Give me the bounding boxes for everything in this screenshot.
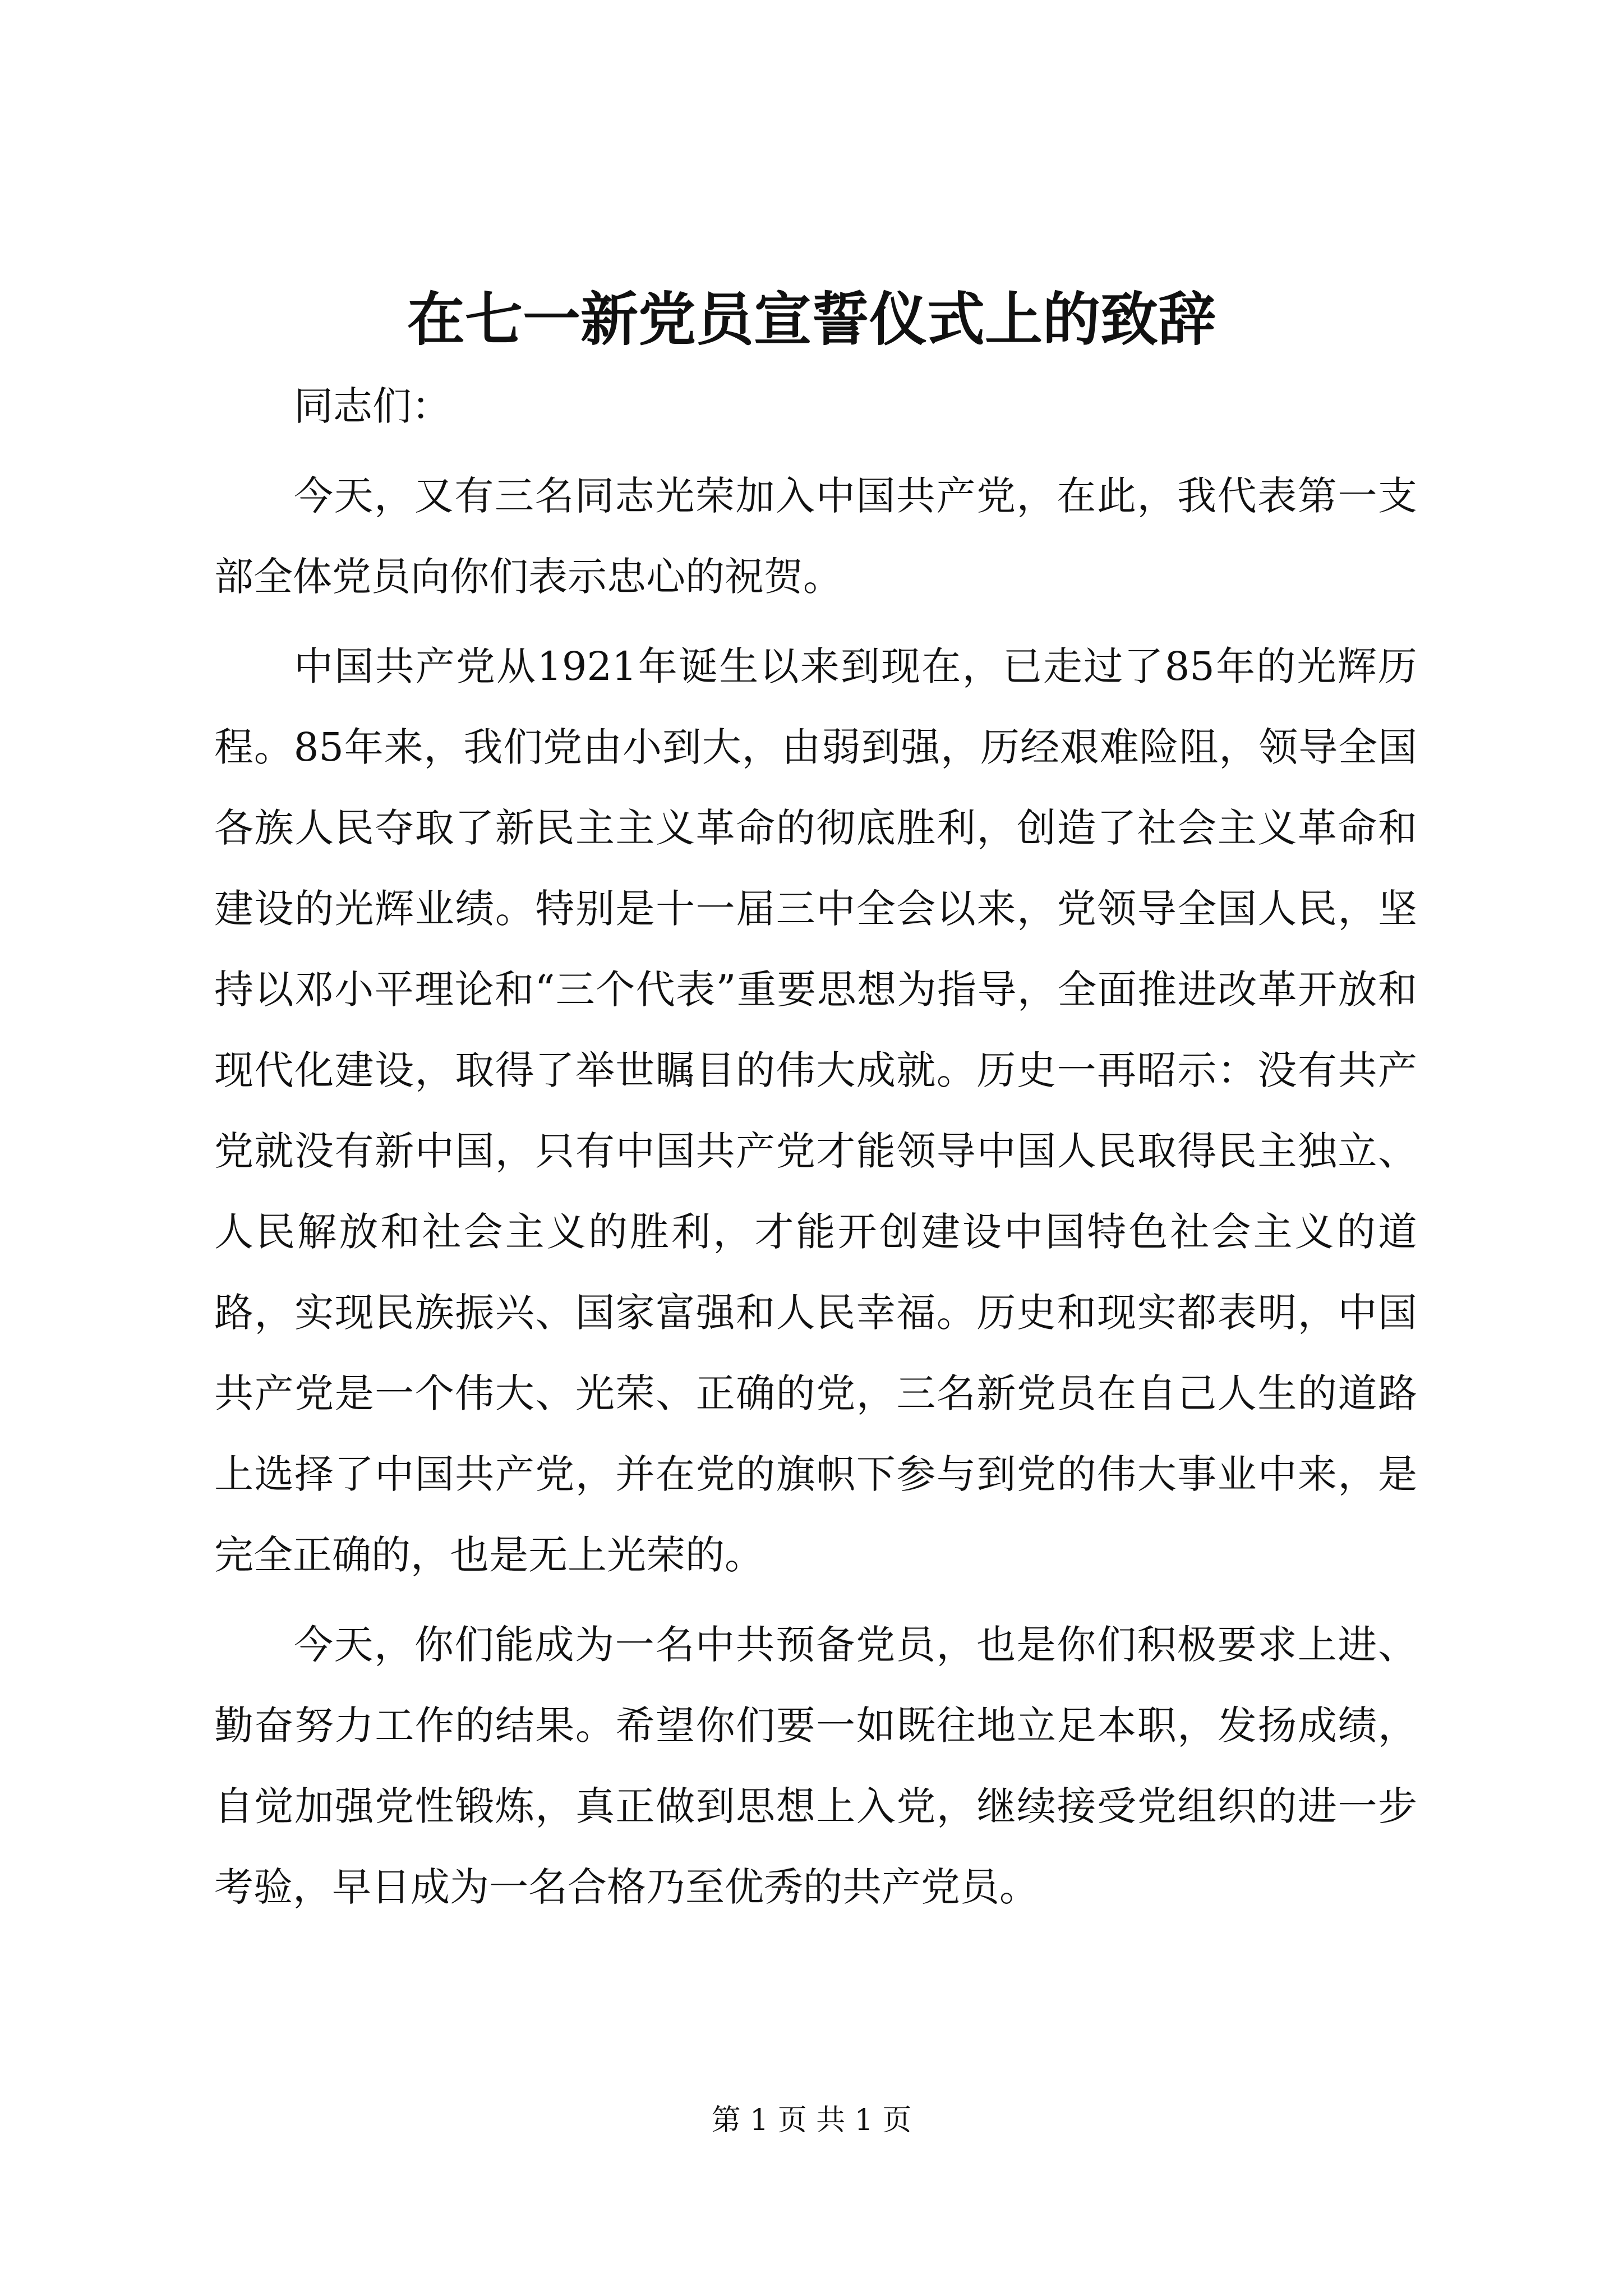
- congratulation-paragraph: 今天，又有三名同志光荣加入中国共产党，在此，我代表第一支部全体党员向你们表示忠心的祝贺。: [214, 473, 1417, 600]
- hope-paragraph: 今天，你们能成为一名中共预备党员，也是你们积极要求上进、勤奋努力工作的结果。希望你们要一如既往地立足本职，发扬成绩，自觉加强党性锻炼，真正做到思想上入党，继续接受党组织的进一步考验，早日成为一名合格乃至优秀的共产党员。: [214, 1622, 1417, 1910]
- document-body: [214, 366, 1417, 1927]
- history-paragraph: 中国共产党从1921年诞生以来到现在，已走过了85年的光辉历程。85年来，我们党由小到大，由弱到强，历经艰难险阻，领导全国各族人民夺取了新民主主义革命的彻底胜利，创造了社会主义革命和建设的光辉业绩。特别是十一届三中全会以来，党领导全国人民，坚持以邓小平理论和“三个代表”重要思想为指导，全面推进改革开放和现代化建设，取得了举世瞩目的伟大成就。历史一再昭示：没有共产党就没有新中国，只有中国共产党才能领导中国人民取得民主独立、人民解放和社会主义的胜利，才能开创建设中国特色社会主义的道路，实现民族振兴、国家富强和人民幸福。历史和现实都表明，中国共产党是一个伟大、光荣、正确的党，三名新党员在自己人生的道路上选择了中国共产党，并在党的旗帜下参与到党的伟大事业中来，是完全正确的，也是无上光荣的。: [214, 643, 1417, 1578]
- salutation-paragraph: 同志们：: [294, 383, 451, 429]
- document-title: 在七一新党员宣誓仪式上的致辞: [407, 286, 1216, 353]
- page-footer: 第 1 页 共 1 页: [711, 2104, 912, 2137]
